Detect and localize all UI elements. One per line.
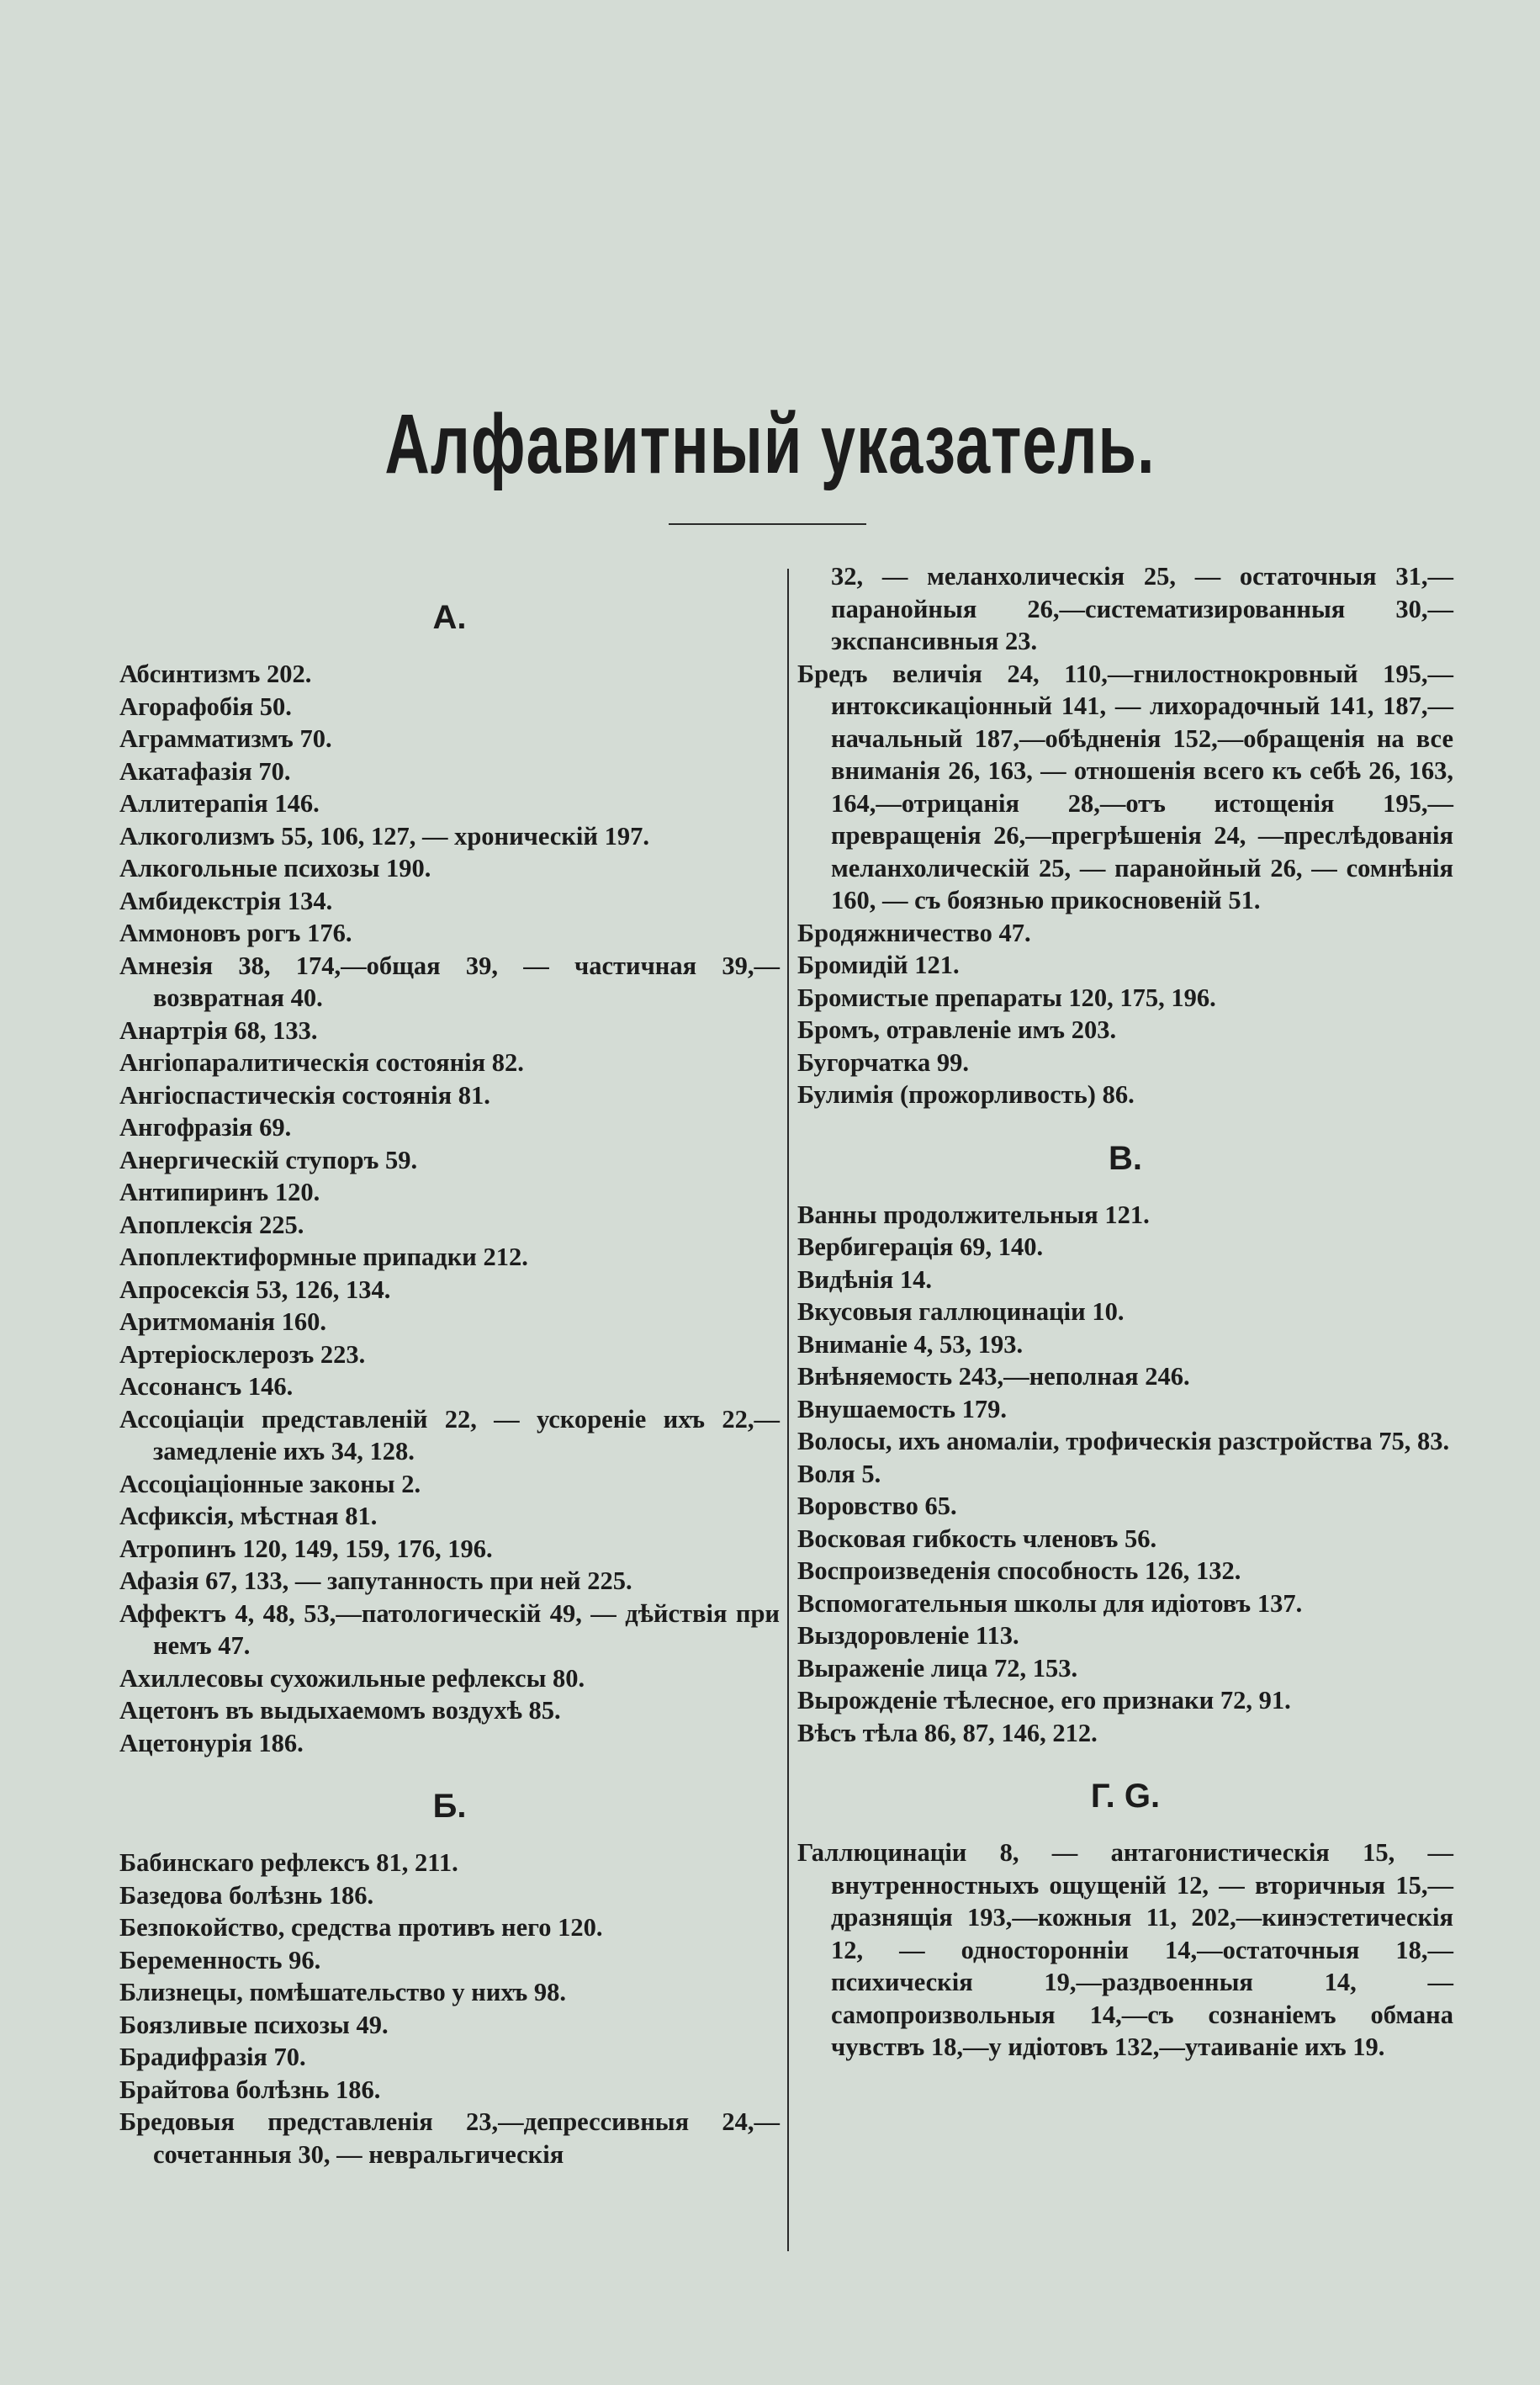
- index-entry: Выздоровленіе 113.: [797, 1621, 1019, 1650]
- index-entry: Ассонансъ 146.: [119, 1372, 294, 1401]
- index-entry: Анартрія 68, 133.: [119, 1015, 318, 1045]
- index-entry: Ассоціаціонные законы 2.: [119, 1469, 421, 1498]
- index-entry: Беременность 96.: [119, 1945, 321, 1974]
- index-entry: Галлюцинаціи 8, — антагонистическія 15, — внутренностныхъ ощущеній 12, — вторичныя 15,—дразнящія 193,—кожныя 11, 202,—кинэстетическія 12, — односторонніи 14,—остаточныя 18,—психическія 19,—раздвоенныя 14, — самопроизвольныя 14,—съ сознаніемъ обмана чувствъ 18,—у идіотовъ 132,—утаиваніе ихъ 19.: [797, 1838, 1453, 2061]
- index-entry: Вѣсъ тѣла 86, 87, 146, 212.: [797, 1718, 1098, 1747]
- index-entry: Атропинъ 120, 149, 159, 176, 196.: [119, 1534, 493, 1563]
- index-entry: Алкоголизмъ 55, 106, 127, — хроническій 197.: [119, 821, 649, 851]
- index-entry: Амнезія 38, 174,—общая 39, — частичная 39,—возвратная 40.: [119, 951, 780, 1012]
- index-entry: Апоплексія 225.: [119, 1210, 304, 1239]
- index-entry: Аграмматизмъ 70.: [119, 724, 332, 753]
- index-entry: Бредовыя представленія 23,—депрессивныя 24,—сочетанныя 30, — невральгическія: [119, 2107, 780, 2169]
- index-entry: Ахиллесовы сухожильные рефлексы 80.: [119, 1663, 585, 1693]
- index-entry: Амбидекстрія 134.: [119, 886, 333, 915]
- index-entry: Бугорчатка 99.: [797, 1047, 969, 1077]
- index-entry: Воровство 65.: [797, 1492, 957, 1520]
- index-entry: Антипиринъ 120.: [119, 1178, 320, 1206]
- index-entry: Аритмоманія 160.: [119, 1307, 326, 1336]
- index-entry: Апоплектиформные припадки 212.: [119, 1243, 528, 1271]
- index-entry: Бродяжничество 47.: [797, 918, 1031, 947]
- index-entry: Ванны продолжительныя 121.: [797, 1200, 1150, 1229]
- index-entry: Брайтова болѣзнь 186.: [119, 2075, 381, 2104]
- index-entry: Апросексія 53, 126, 134.: [119, 1275, 391, 1304]
- index-entry: Брадифразія 70.: [119, 2043, 306, 2071]
- index-entry: Ангофразія 69.: [119, 1113, 292, 1142]
- index-entry: Акатафазія 70.: [119, 756, 291, 786]
- index-entry: Абсинтизмъ 202.: [119, 660, 312, 688]
- left-column: [119, 560, 780, 2170]
- index-entry: Аллитерапія 146.: [119, 789, 320, 818]
- section-letter: Б.: [432, 1788, 467, 1825]
- section-letter: Г. G.: [1090, 1778, 1161, 1815]
- index-entry: Вырожденіе тѣлесное, его признаки 72, 91.: [797, 1686, 1291, 1715]
- index-entry: Аммоновъ рогъ 176.: [119, 919, 352, 947]
- index-entry: Вниманіе 4, 53, 193.: [797, 1329, 1024, 1359]
- index-entry: Асфиксія, мѣстная 81.: [119, 1502, 378, 1530]
- index-entry: Близнецы, помѣшательство у нихъ 98.: [119, 1978, 567, 2006]
- column-divider: [787, 569, 789, 2251]
- index-entry: Ассоціаціи представленій 22, — ускореніе ихъ 22,—замедленіе ихъ 34, 128.: [119, 1404, 780, 1465]
- index-entry: Ангіоспастическія состоянія 81.: [119, 1080, 490, 1110]
- index-entry: Боязливые психозы 49.: [119, 2010, 389, 2039]
- index-entry: Афазія 67, 133, — запутанность при ней 225.: [119, 1566, 632, 1595]
- index-entry: Вкусовыя галлюцинаціи 10.: [797, 1297, 1125, 1326]
- index-entry: Внѣняемость 243,—неполная 246.: [797, 1362, 1190, 1391]
- index-entry: Волосы, ихъ аномаліи, трофическія разстройства 75, 83.: [797, 1427, 1450, 1455]
- index-entry: Вербигерація 69, 140.: [797, 1232, 1044, 1261]
- page-title: Алфавитный указатель.: [384, 396, 1156, 491]
- index-entry: Агорафобія 50.: [119, 692, 292, 721]
- index-entry: Бредъ величія 24, 110,—гнилостнокровный 195,—интоксикаціонный 141, — лихорадочный 141, 187,—начальный 187,—обѣдненія 152,—обращенія на все вниманія 26, 163, — отношенія всего къ себѣ 26, 163, 164,—отрицанія 28,—отъ истощенія 195,—превращенія 26,—прегрѣшенія 24, —преслѣдованія меланхолическій 25, — паранойный 26, — сомнѣнія 160, — съ боязнью прикосновеній 51.: [797, 659, 1453, 914]
- right-column: [797, 560, 1453, 2064]
- index-entry: Бабинскаго рефлексъ 81, 211.: [119, 1848, 458, 1877]
- index-entry: Бромистые препараты 120, 175, 196.: [797, 983, 1216, 1012]
- section-letter: В.: [1109, 1139, 1142, 1177]
- index-entry: Базедова болѣзнь 186.: [119, 1880, 374, 1910]
- index-entry: Восковая гибкость членовъ 56.: [797, 1524, 1157, 1553]
- index-entry: Анергическій ступоръ 59.: [119, 1145, 418, 1174]
- index-entry: Артеріосклерозъ 223.: [119, 1339, 366, 1369]
- index-entry: Булимія (прожорливость) 86.: [797, 1080, 1135, 1109]
- index-entry: Ацетонъ въ выдыхаемомъ воздухѣ 85.: [119, 1696, 561, 1725]
- index-entry: Аффектъ 4, 48, 53,—патологическій 49, — дѣйствія при немъ 47.: [119, 1598, 780, 1660]
- index-entry: Внушаемость 179.: [797, 1394, 1007, 1423]
- index-entry: Бромъ, отравленіе имъ 203.: [797, 1015, 1117, 1044]
- index-entry: Выраженіе лица 72, 153.: [797, 1653, 1078, 1683]
- index-entry: Алкогольные психозы 190.: [119, 854, 431, 882]
- index-entry-continuation: 32, — меланхолическія 25, — остаточныя 31,—паранойныя 26,—систематизированныя 30,—экспансивныя 23.: [831, 562, 1453, 655]
- index-entry: Видѣнія 14.: [797, 1264, 932, 1294]
- index-entry: Вспомогательныя школы для идіотовъ 137.: [797, 1588, 1303, 1618]
- section-letter: А.: [432, 599, 467, 636]
- index-entry: Воля 5.: [797, 1459, 881, 1488]
- index-entry: Воспроизведенія способность 126, 132.: [797, 1556, 1241, 1585]
- index-entry: Ангіопаралитическія состоянія 82.: [119, 1048, 524, 1077]
- index-entry: Бромидій 121.: [797, 951, 960, 979]
- index-entry: Безпокойство, средства противъ него 120.: [119, 1913, 603, 1942]
- index-entry: Ацетонурія 186.: [119, 1728, 304, 1757]
- title-rule: [669, 523, 866, 525]
